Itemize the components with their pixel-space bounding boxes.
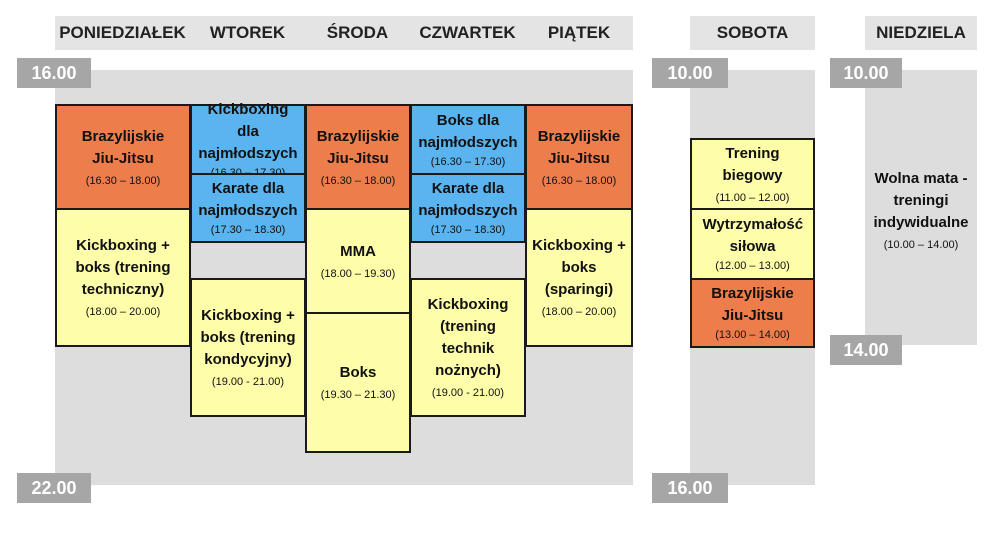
class-tuesday-kickboxing xyxy=(190,278,306,417)
class-title: Boks dla najmłodszych xyxy=(418,111,518,151)
class-wednesday-bjj xyxy=(305,104,411,210)
class-title: Brazylijskie Jiu-Jitsu xyxy=(81,127,165,167)
time-label-weekday-start: 16.00 xyxy=(17,58,91,88)
time-label-saturday-end: 16.00 xyxy=(652,473,728,503)
header-sunday: NIEDZIELA xyxy=(865,16,977,50)
class-title: Kickboxing dla najmłodszych xyxy=(198,100,298,162)
class-hours: (18.00 – 20.00) xyxy=(85,306,161,318)
class-hours: (17.30 – 18.30) xyxy=(430,224,506,236)
class-thursday-boks-kids xyxy=(410,104,526,175)
class-title: Brazylijskie Jiu-Jitsu xyxy=(316,127,400,167)
time-label-sunday-start: 10.00 xyxy=(830,58,902,88)
class-hours: (13.00 – 14.00) xyxy=(715,329,790,341)
class-monday-kickboxing xyxy=(55,208,191,347)
header-friday: PIĄTEK xyxy=(525,16,633,50)
class-hours: (18.00 – 19.30) xyxy=(320,267,396,280)
class-wednesday-mma xyxy=(305,208,411,314)
class-title: Brazylijskie Jiu-Jitsu xyxy=(537,127,621,167)
header-tuesday: WTOREK xyxy=(190,16,305,50)
class-title: Brazylijskie Jiu-Jitsu xyxy=(711,285,794,324)
class-title: Trening biegowy xyxy=(722,144,783,184)
class-title: Kickboxing + boks (trening techniczny) xyxy=(75,237,171,298)
class-hours: (10.00 – 14.00) xyxy=(883,238,959,251)
class-thursday-karate-kids xyxy=(410,173,526,243)
time-label-saturday-start: 10.00 xyxy=(652,58,728,88)
class-friday-kickboxing xyxy=(525,208,633,347)
class-title: Boks xyxy=(339,364,377,381)
class-title: MMA xyxy=(340,242,376,260)
class-saturday-bjj xyxy=(690,278,815,348)
class-tuesday-kickboxing-kids xyxy=(190,100,306,175)
class-hours: (16.30 – 18.00) xyxy=(320,174,396,187)
class-title: Wolna mata - treningi indywidualne xyxy=(873,169,969,231)
class-hours: (18.00 – 20.00) xyxy=(541,306,617,318)
class-hours: (19.30 – 21.30) xyxy=(320,389,396,401)
class-saturday-running xyxy=(690,138,815,210)
class-thursday-kickboxing xyxy=(410,278,526,417)
class-title: Karate dla najmłodszych xyxy=(198,180,298,219)
header-thursday: CZWARTEK xyxy=(410,16,525,50)
time-label-weekday-end: 22.00 xyxy=(17,473,91,503)
header-saturday: SOBOTA xyxy=(690,16,815,50)
class-hours: (17.30 – 18.30) xyxy=(210,224,286,236)
class-wednesday-boks xyxy=(305,312,411,453)
class-hours: (16.30 – 17.30) xyxy=(430,155,506,168)
class-title: Kickboxing + boks (sparingi) xyxy=(532,237,626,298)
class-hours: (11.00 – 12.00) xyxy=(715,191,790,204)
class-title: Kickboxing (trening technik nożnych) xyxy=(427,296,509,379)
time-label-sunday-end: 14.00 xyxy=(830,335,902,365)
class-title: Wytrzymałość siłowa xyxy=(702,216,804,255)
class-saturday-strength xyxy=(690,208,815,280)
class-title: Karate dla najmłodszych xyxy=(418,180,518,219)
header-wednesday: ŚRODA xyxy=(305,16,410,50)
class-hours: (19.00 - 21.00) xyxy=(431,387,505,399)
class-friday-bjj xyxy=(525,104,633,210)
class-sunday-open-mat xyxy=(865,140,977,280)
class-hours: (16.30 – 18.00) xyxy=(541,174,617,187)
class-tuesday-karate-kids xyxy=(190,173,306,243)
class-hours: (16.30 – 18.00) xyxy=(85,174,161,187)
class-hours: (19.00 - 21.00) xyxy=(211,376,285,388)
class-hours: (12.00 – 13.00) xyxy=(715,260,790,272)
class-monday-bjj xyxy=(55,104,191,210)
class-title: Kickboxing + boks (trening kondycyjny) xyxy=(200,307,296,368)
header-monday: PONIEDZIAŁEK xyxy=(55,16,190,50)
